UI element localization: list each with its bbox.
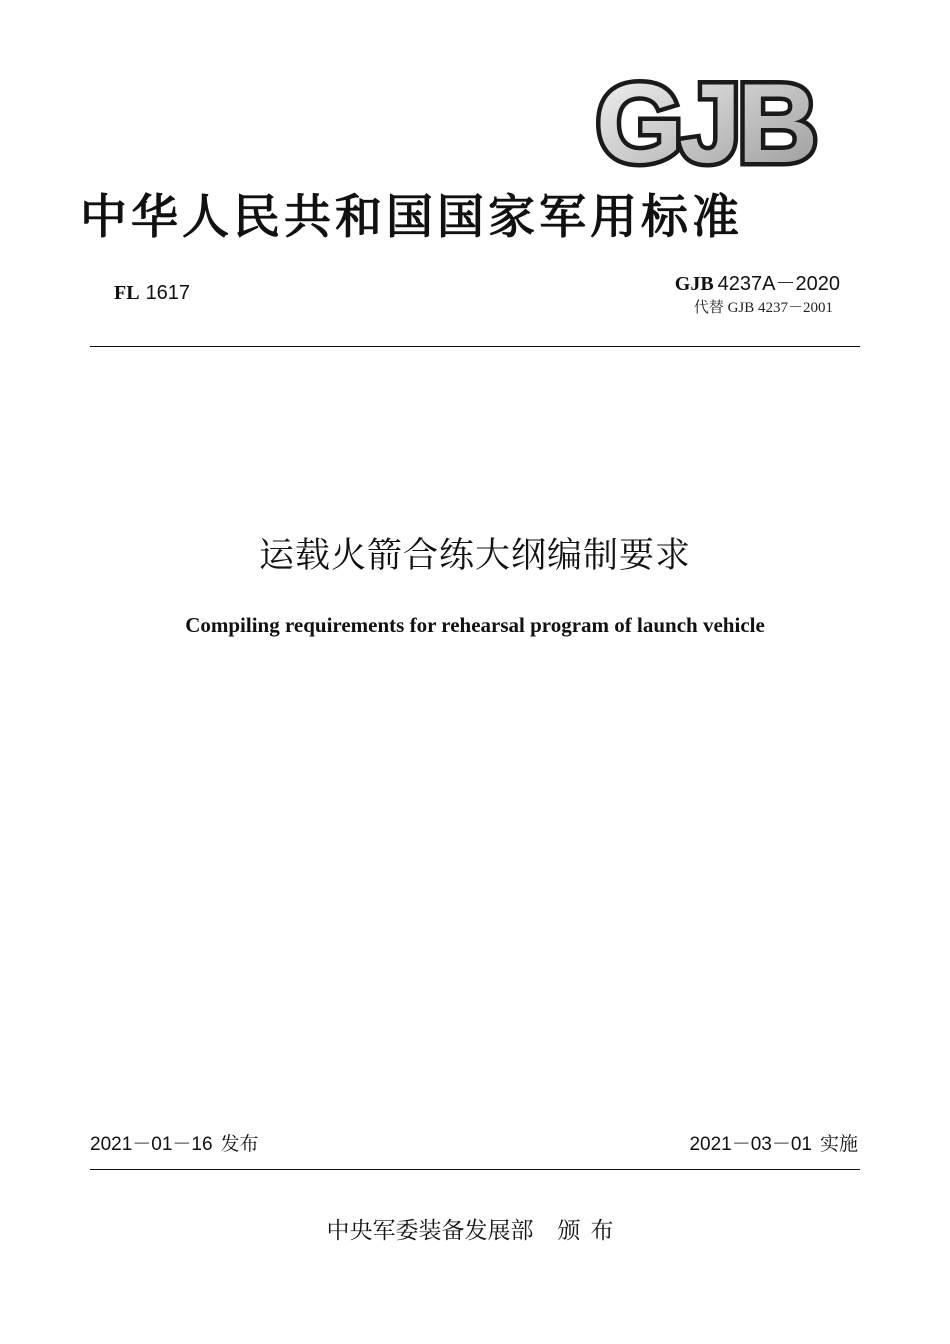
logo-text: GJB bbox=[595, 74, 815, 172]
replaces-note: 代替 GJB 4237－2001 bbox=[693, 300, 833, 316]
standard-number-value: 4237A－2020 bbox=[717, 273, 840, 295]
classification-prefix: FL bbox=[114, 282, 140, 304]
standard-number bbox=[675, 267, 840, 296]
gjb-logo bbox=[583, 74, 827, 172]
implementation-date bbox=[689, 1129, 858, 1156]
issue-date bbox=[90, 1129, 259, 1156]
bottom-divider bbox=[90, 1169, 860, 1170]
implementation-label: 实施 bbox=[819, 1133, 858, 1155]
document-title: 运载火箭合练大纲编制要求 bbox=[258, 536, 691, 576]
document-subtitle: Compiling requirements for rehearsal program of launch vehicle bbox=[185, 613, 765, 637]
classification-number: 1617 bbox=[145, 282, 191, 304]
classification-code bbox=[114, 282, 190, 305]
issue-date-value: 2021－01－16 bbox=[90, 1134, 213, 1155]
top-divider bbox=[90, 346, 860, 347]
issuer-name: 中央军委装备发展部 bbox=[326, 1218, 534, 1244]
issuer bbox=[0, 1212, 950, 1245]
implementation-date-value: 2021－03－01 bbox=[689, 1134, 812, 1155]
issue-label: 发布 bbox=[220, 1133, 259, 1155]
issuer-verb: 颁布 bbox=[557, 1218, 624, 1244]
standard-prefix: GJB bbox=[674, 273, 714, 295]
national-standard-title: 中华人民共和国国家军用标准 bbox=[80, 190, 743, 245]
